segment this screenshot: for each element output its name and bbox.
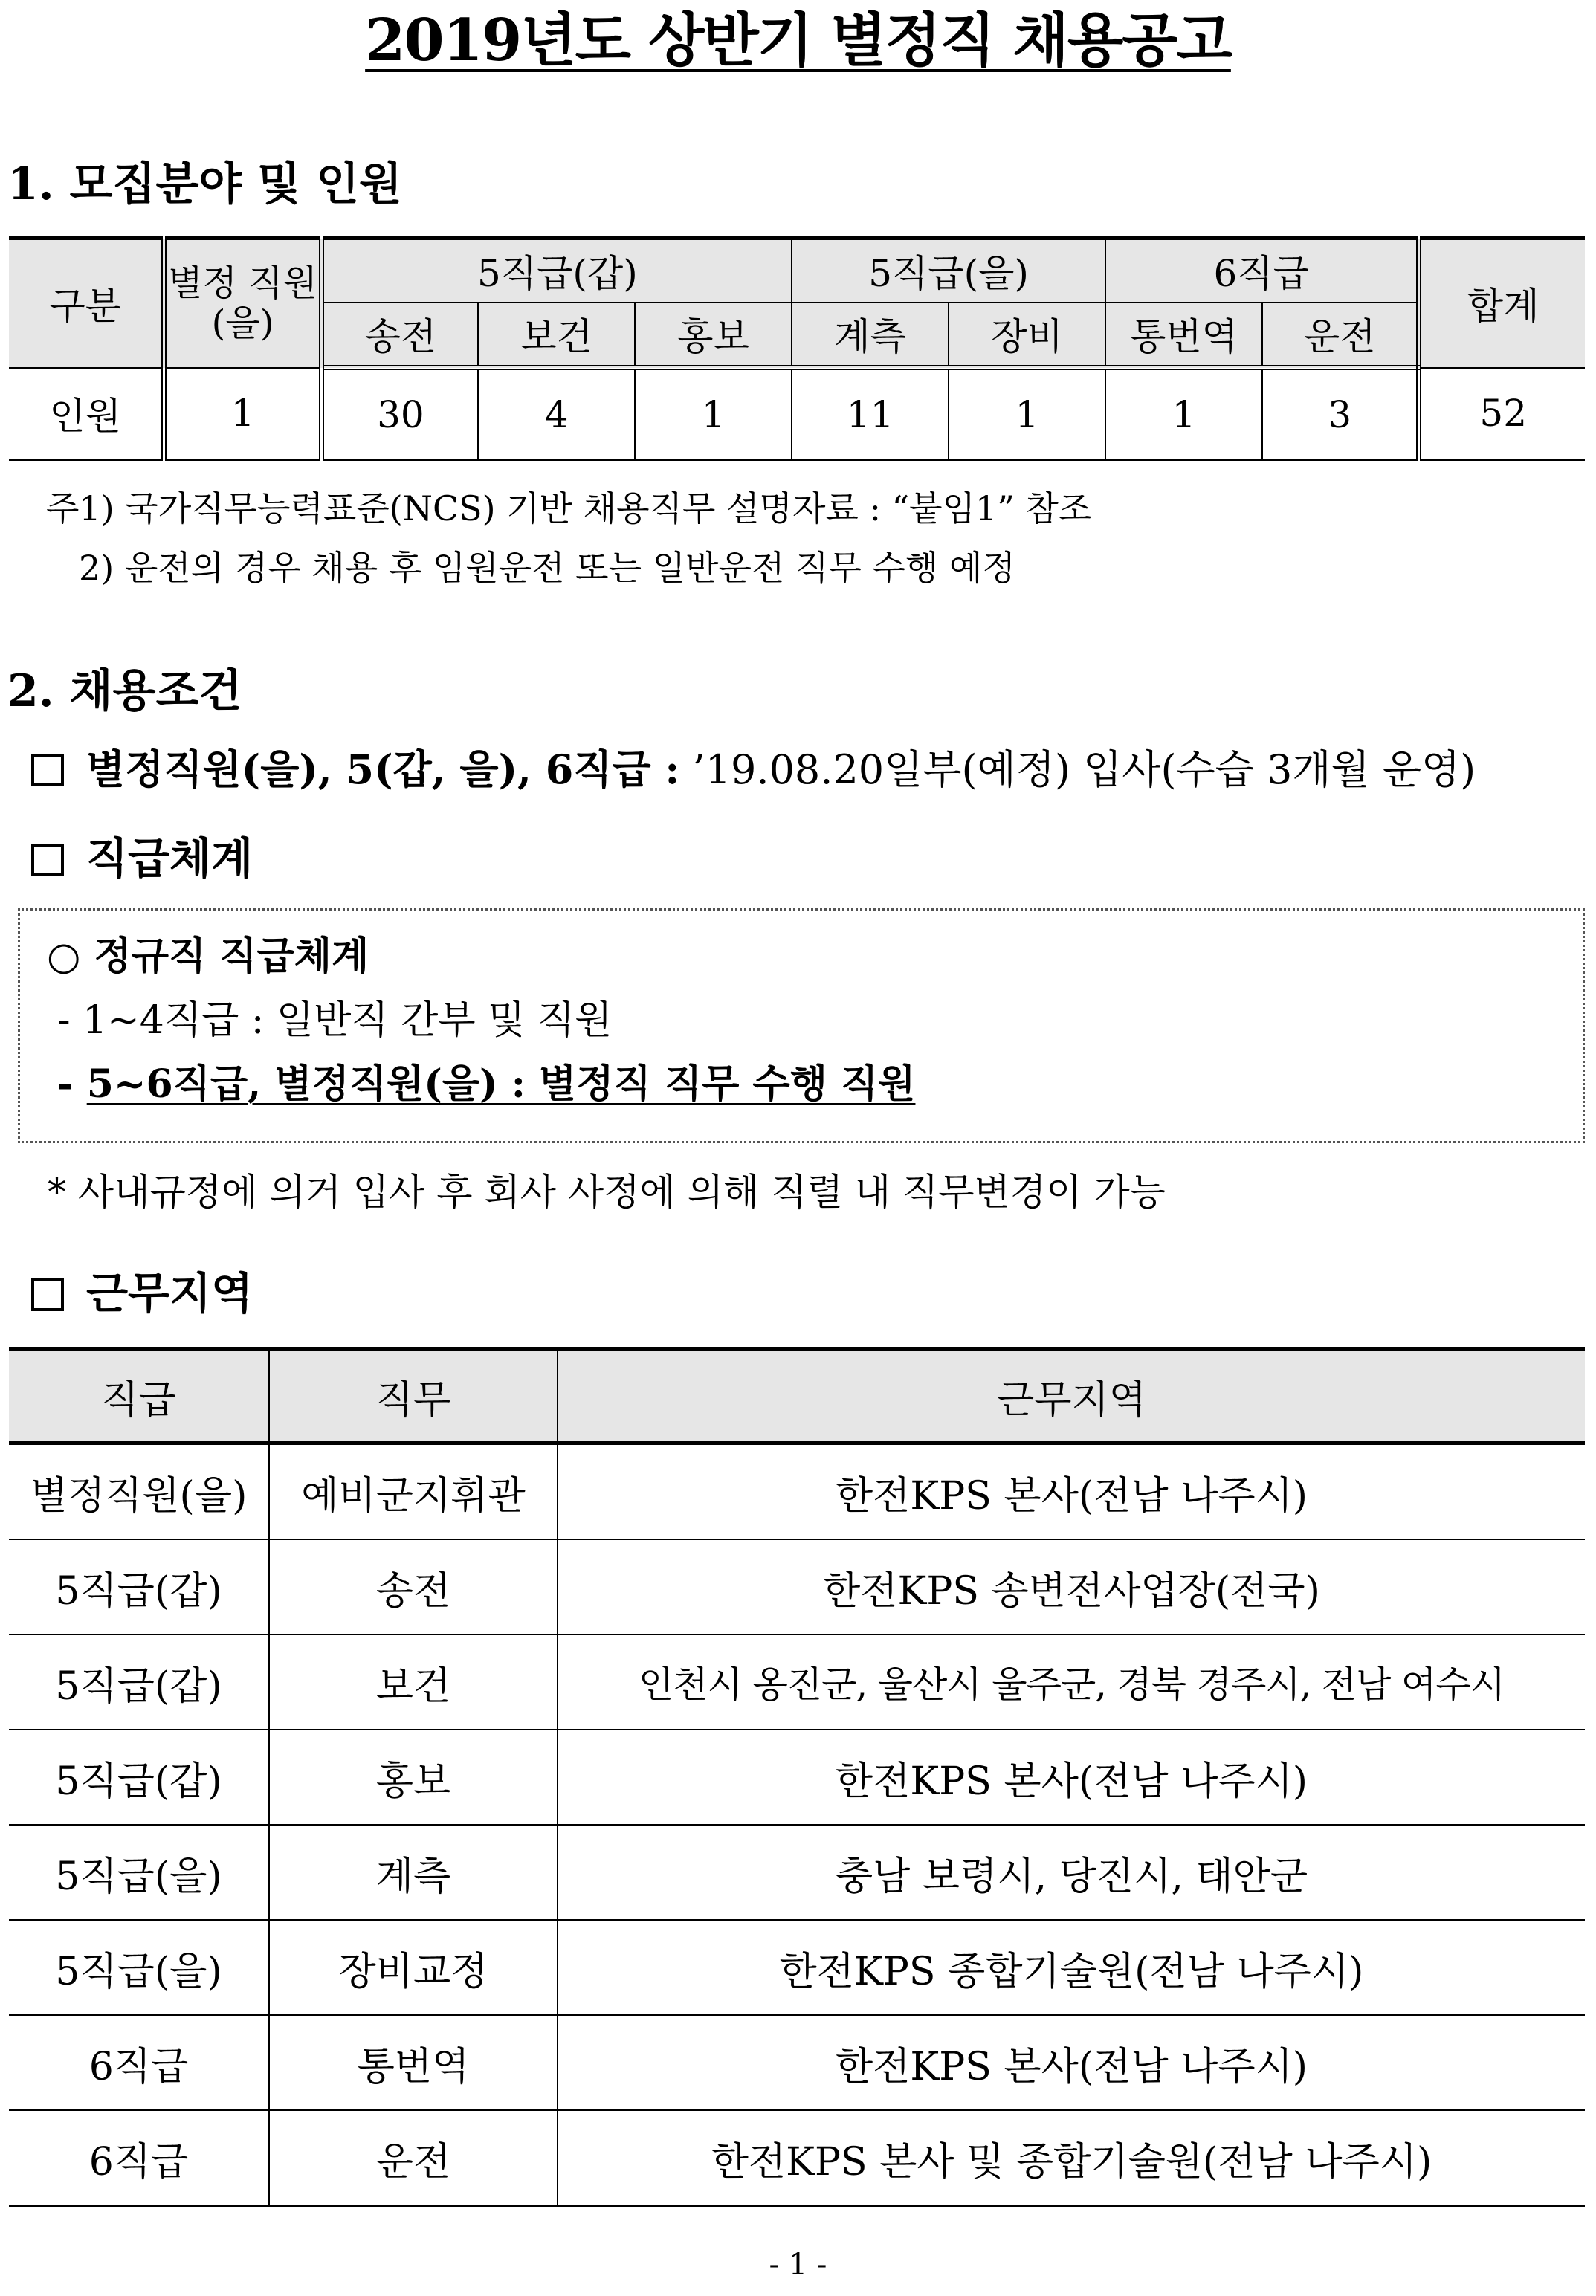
- cell-region: 충남 보령시, 당진시, 태안군: [558, 1825, 1585, 1920]
- total-cell: 52: [1419, 368, 1585, 460]
- cell-region: 한전KPS 종합기술원(전남 나주시): [558, 1920, 1585, 2015]
- count-cell: 1: [164, 368, 321, 460]
- grade-system-box: [18, 908, 1585, 1143]
- section1-heading: 1. 모집분야 및 인원: [7, 158, 403, 210]
- note-1: 주1) 국가직무능력표준(NCS) 기반 채용직무 설명자료 : “붙임1” 참조: [46, 488, 1092, 528]
- count-cell: 1: [949, 368, 1105, 460]
- row-label: 인원: [9, 368, 164, 460]
- table-row: [9, 2015, 1585, 2110]
- section2-heading: 2. 채용조건: [7, 665, 242, 717]
- cell-duty: 홍보: [269, 1730, 558, 1825]
- grade-title: ○ 정규직 직급체계: [47, 934, 369, 979]
- cell-grade: 5직급(갑): [9, 1539, 269, 1634]
- condition-1-text: ’19.08.20일부(예정) 입사(수습 3개월 운영): [679, 746, 1476, 793]
- sub-header: 송전: [321, 303, 478, 368]
- cell-duty: 보건: [269, 1634, 558, 1730]
- count-cell: 30: [321, 368, 478, 460]
- condition-1-bold: 별정직원(을), 5(갑, 을), 6직급 :: [86, 746, 680, 793]
- condition-item-2: [31, 829, 253, 888]
- note-2: 2) 운전의 경우 채용 후 임원운전 또는 일반운전 직무 수행 예정: [79, 548, 1015, 588]
- cell-grade: 5직급(갑): [9, 1730, 269, 1825]
- cell-duty: 장비교정: [269, 1920, 558, 2015]
- cell-grade: 6직급: [9, 2110, 269, 2206]
- cell-duty: 운전: [269, 2110, 558, 2206]
- header-5b: 5직급(을): [792, 239, 1105, 303]
- checkbox-icon: [31, 754, 64, 786]
- table-row: [9, 2110, 1585, 2206]
- cell-grade: 5직급(을): [9, 1825, 269, 1920]
- header-6: 6직급: [1105, 239, 1419, 303]
- table-row: [9, 1539, 1585, 1634]
- checkbox-icon: [31, 1278, 64, 1311]
- sub-header: 홍보: [635, 303, 792, 368]
- header-byeoljeong: 별정 직원 (을): [164, 239, 321, 368]
- cell-duty: 송전: [269, 1539, 558, 1634]
- cell-grade: 5직급(을): [9, 1920, 269, 2015]
- sub-header: 장비: [949, 303, 1105, 368]
- cell-duty: 계측: [269, 1825, 558, 1920]
- grade-line-2: - 5~6직급, 별정직원(을) : 별정직 직무 수행 직원: [57, 1061, 916, 1107]
- cell-duty: 예비군지휘관: [269, 1443, 558, 1540]
- grade-note: * 사내규정에 의거 입사 후 회사 사정에 의해 직렬 내 직무변경이 가능: [48, 1171, 1166, 1214]
- table-row: [9, 1730, 1585, 1825]
- grade-line-1: - 1~4직급 : 일반직 간부 및 직원: [57, 998, 613, 1043]
- page-title: 2019년도 상반기 별정직 채용공고: [365, 7, 1231, 74]
- count-cell: 1: [635, 368, 792, 460]
- page-number: - 1 -: [769, 2248, 827, 2282]
- recruitment-table: [9, 236, 1585, 461]
- cell-region: 인천시 옹진군, 울산시 울주군, 경북 경주시, 전남 여수시: [558, 1634, 1585, 1730]
- table-row: [9, 1825, 1585, 1920]
- header-5a: 5직급(갑): [321, 239, 792, 303]
- condition-item-1: [31, 740, 1476, 800]
- header-total: 합계: [1419, 239, 1585, 368]
- cell-grade: 6직급: [9, 2015, 269, 2110]
- header-grade: 직급: [9, 1349, 269, 1443]
- table-row: [9, 1443, 1585, 1540]
- count-cell: 11: [792, 368, 949, 460]
- grade-system-label: 직급체계: [86, 833, 253, 884]
- count-cell: 1: [1105, 368, 1262, 460]
- work-region-label: 근무지역: [86, 1268, 253, 1319]
- sub-header: 통번역: [1105, 303, 1262, 368]
- cell-region: 한전KPS 송변전사업장(전국): [558, 1539, 1585, 1634]
- header-region: 근무지역: [558, 1349, 1585, 1443]
- sub-header: 계측: [792, 303, 949, 368]
- work-region-table: [9, 1347, 1585, 2207]
- table-row: [9, 1634, 1585, 1730]
- cell-region: 한전KPS 본사(전남 나주시): [558, 2015, 1585, 2110]
- count-cell: 3: [1262, 368, 1419, 460]
- cell-region: 한전KPS 본사(전남 나주시): [558, 1443, 1585, 1540]
- condition-item-3: [31, 1264, 253, 1323]
- cell-grade: 별정직원(을): [9, 1443, 269, 1540]
- sub-header: 운전: [1262, 303, 1419, 368]
- cell-region: 한전KPS 본사(전남 나주시): [558, 1730, 1585, 1825]
- sub-header: 보건: [478, 303, 635, 368]
- cell-region: 한전KPS 본사 및 종합기술원(전남 나주시): [558, 2110, 1585, 2206]
- count-cell: 4: [478, 368, 635, 460]
- header-category: 구분: [9, 239, 164, 368]
- cell-duty: 통번역: [269, 2015, 558, 2110]
- header-duty: 직무: [269, 1349, 558, 1443]
- cell-grade: 5직급(갑): [9, 1634, 269, 1730]
- checkbox-icon: [31, 844, 64, 876]
- table-row: [9, 1920, 1585, 2015]
